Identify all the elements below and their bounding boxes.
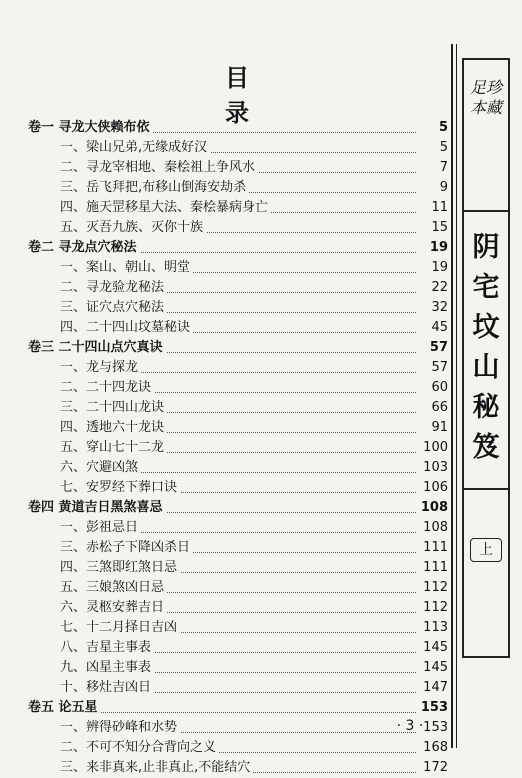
toc-page: 66 [417,398,448,418]
volume-badge: 上 [470,538,502,562]
toc-entry [28,258,448,278]
toc-entry [28,618,448,638]
toc-entry [28,518,448,538]
toc-entry [28,418,448,438]
toc-entry [28,478,448,498]
toc-title: 四、透地六十龙诀 [28,420,167,435]
toc-chapter [28,698,448,718]
toc-entry [28,558,448,578]
toc-entry [28,198,448,218]
toc-page: 11 [417,198,448,218]
toc-page: 168 [417,738,448,758]
book-spine-panel [462,58,510,658]
toc-title: 一、辨得砂峰和水势 [28,720,180,735]
toc-page: 22 [417,278,448,298]
sidebar-separator [464,210,508,212]
toc-entry [28,318,448,338]
toc-page: 111 [417,538,448,558]
toc-entry [28,758,448,778]
toc-entry [28,578,448,598]
toc-entry [28,218,448,238]
toc-page: 57 [417,338,448,358]
toc-page: 112 [417,598,448,618]
toc-page: 145 [417,638,448,658]
toc-page: 108 [417,498,448,518]
toc-chapter [28,338,448,358]
series-label: 足珍本藏 [469,78,502,117]
divider-line-inner [456,44,457,748]
toc-title: 四、三煞即红煞日忌 [28,560,180,575]
toc-title: 十、移灶吉凶日 [28,680,154,695]
toc-page: 103 [417,458,448,478]
toc-title: 一、梁山兄弟,无缘成好汉 [28,140,210,155]
toc-title: 卷三 二十四山点穴真诀 [28,340,166,355]
toc-entry [28,638,448,658]
toc-title: 卷二 寻龙点穴秘法 [28,240,140,255]
toc-title: 五、灭吾九族、灭你十族 [28,220,206,235]
toc-page: 112 [417,578,448,598]
toc-entry [28,438,448,458]
toc-page: 100 [417,438,448,458]
toc-entry [28,678,448,698]
toc-title: 二、寻龙宰相地、秦桧祖上争风水 [28,160,258,175]
toc-entry [28,658,448,678]
toc-page: 5 [417,138,448,158]
divider-line [451,44,453,748]
toc-chapter [28,498,448,518]
toc-page: 106 [417,478,448,498]
toc-title: 九、凶星主事表 [28,660,154,675]
toc-entry [28,458,448,478]
toc-title: 六、穴避凶煞 [28,460,141,475]
toc-title: 七、十二月择日吉凶 [28,620,180,635]
toc-page: 111 [417,558,448,578]
toc-page: 108 [417,518,448,538]
page-number: · 3 · [396,718,424,734]
toc-page: 153 [417,698,448,718]
toc-title: 七、安罗经下葬口诀 [28,480,180,495]
toc-page: 113 [417,618,448,638]
toc-entry [28,598,448,618]
toc-entry [28,178,448,198]
toc-title: 三、二十四山龙诀 [28,400,167,415]
toc-title: 五、穿山七十二龙 [28,440,167,455]
toc-chapter [28,238,448,258]
toc-page: 91 [417,418,448,438]
toc-entry [28,538,448,558]
toc-entry [28,138,448,158]
toc-title: 卷四 黄道吉日黑煞喜忌 [28,500,166,515]
toc-title: 二、二十四龙诀 [28,380,154,395]
toc-page: 57 [417,358,448,378]
toc-chapter [28,118,448,138]
toc-page: 45 [417,318,448,338]
toc-page: 153 [417,718,448,738]
table-of-contents [28,118,448,778]
toc-title: 二、不可不知分合背向之义 [28,740,219,755]
toc-title: 八、吉星主事表 [28,640,154,655]
toc-title: 三、岳飞拜把,布移山倒海安劫杀 [28,180,249,195]
sidebar-separator [464,488,508,490]
toc-page: 172 [417,758,448,778]
toc-entry [28,158,448,178]
toc-title: 二、寻龙验龙秘法 [28,280,167,295]
toc-title: 卷一 寻龙大侠赖布依 [28,120,153,135]
toc-page: 60 [417,378,448,398]
toc-entry [28,398,448,418]
toc-title: 四、二十四山坟墓秘诀 [28,320,193,335]
toc-page: 15 [417,218,448,238]
toc-title: 三、证穴点穴秘法 [28,300,167,315]
toc-page: 7 [417,158,448,178]
toc-page: 9 [417,178,448,198]
toc-page: 147 [417,678,448,698]
toc-title: 一、案山、朝山、明堂 [28,260,193,275]
page-title: 目 录 [225,64,263,127]
toc-title: 一、龙与探龙 [28,360,141,375]
toc-entry [28,278,448,298]
toc-page: 19 [417,238,448,258]
toc-entry [28,738,448,758]
toc-title: 四、施天罡移星大法、秦桧暴病身亡 [28,200,271,215]
toc-title: 一、彭祖忌日 [28,520,141,535]
toc-entry [28,358,448,378]
toc-title: 五、三娘煞凶日忌 [28,580,167,595]
toc-title: 六、灵柩安葬吉日 [28,600,167,615]
toc-page: 32 [417,298,448,318]
toc-title: 三、赤松子下降凶杀日 [28,540,193,555]
toc-page: 5 [417,118,448,138]
toc-title: 三、来非真来,止非真止,不能结穴 [28,760,253,775]
toc-title: 卷五 论五星 [28,700,101,715]
book-title: 阴宅坟山秘笈 [472,232,500,463]
toc-entry [28,378,448,398]
toc-page: 19 [417,258,448,278]
toc-page: 145 [417,658,448,678]
toc-entry [28,298,448,318]
